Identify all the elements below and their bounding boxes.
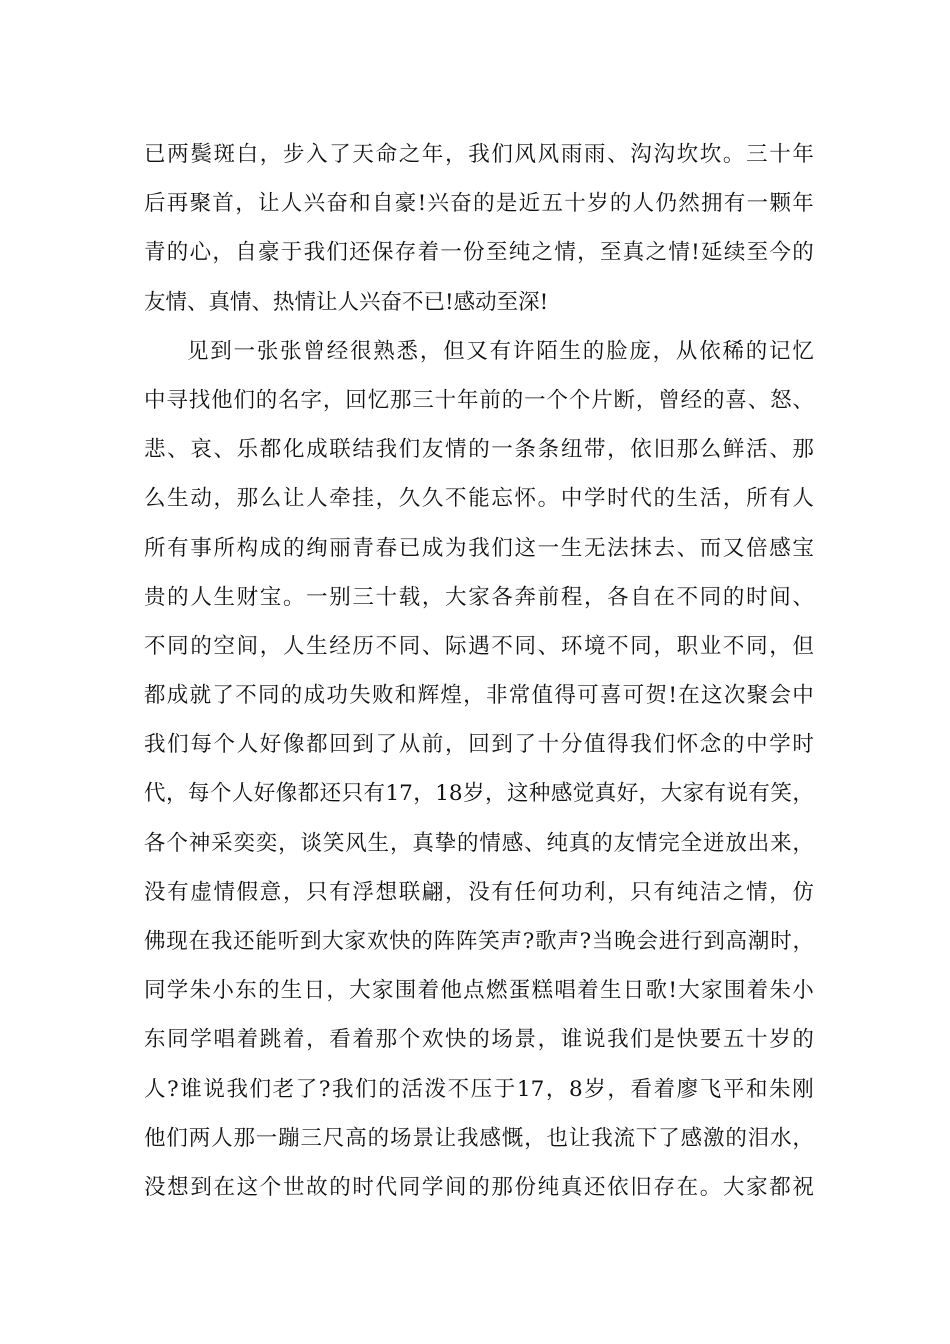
text-line: 悲 、 哀 、 乐 都 化 成 联 结 我 们 友 情 的 一 条 条 纽 带 ， 依 旧 那 么 鲜 活 、 那 xyxy=(144,437,814,463)
text-line: 东 同 学 唱 着 跳 着 ， 看 着 那 个 欢 快 的 场 景 ， 谁 说 我 们 是 快 要 五 十 岁 的 xyxy=(144,1027,814,1053)
text-line: 贵 的 人 生 财 宝 。 一 别 三 十 载 ， 大 家 各 奔 前 程 ， 各 自 在 不 同 的 时 间 、 xyxy=(144,584,814,610)
text-line: 所 有 事 所 构 成 的 绚 丽 青 春 已 成 为 我 们 这 一 生 无 法 抹 去 、 而 又 倍 感 宝 xyxy=(144,535,814,561)
text-line: 佛 现 在 我 还 能 听 到 大 家 欢 快 的 阵 阵 笑 声 ? 歌 声 ? 当 晚 会 进 行 到 高 潮 时 ， xyxy=(144,929,814,954)
text-line: 后 再 聚 首 ， 让 人 兴 奋 和 自 豪 ! 兴 奋 的 是 近 五 十 岁 的 人 仍 然 拥 有 一 颗 年 xyxy=(144,191,814,217)
text-line: 不 同 的 空 间 ， 人 生 经 历 不 同 、 际 遇 不 同 、 环 境 不 同 ， 职 业 不 同 ， 但 xyxy=(144,633,814,659)
text-line: 人 ? 谁 说 我 们 老 了 ? 我 们 的 活 泼 不 压 于 17 ， 8 岁 ， 看 着 廖 飞 平 和 朱 刚 xyxy=(144,1076,814,1102)
text-line: 没 有 虚 情 假 意 ， 只 有 浮 想 联 翩 ， 没 有 任 何 功 利 ， 只 有 纯 洁 之 情 ， 仿 xyxy=(144,879,814,905)
text-line: 都 成 就 了 不 同 的 成 功 失 败 和 辉 煌 ， 非 常 值 得 可 喜 可 贺 ! 在 这 次 聚 会 中 xyxy=(144,683,814,709)
text-line: 代 ， 每 个 人 好 像 都 还 只 有 17 ， 18 岁 ， 这 种 感 觉 真 好 ， 大 家 有 说 有 笑 ， xyxy=(144,781,814,807)
text-line: 已 两 鬓 斑 白 ， 步 入 了 天 命 之 年 ， 我 们 风 风 雨 雨 、 沟 沟 坎 坎 。 三 十 年 xyxy=(144,142,814,167)
text-line: 友情、真情、热情让人兴奋不已!感动至深! xyxy=(144,289,549,315)
text-line: 么 生 动 ， 那 么 让 人 牵 挂 ， 久 久 不 能 忘 怀 。 中 学 时 代 的 生 活 ， 所 有 人 xyxy=(144,486,814,512)
text-line: 我 们 每 个 人 好 像 都 回 到 了 从 前 ， 回 到 了 十 分 值 得 我 们 怀 念 的 中 学 时 xyxy=(144,732,814,758)
text-line: 他 们 两 人 那 一 蹦 三 尺 高 的 场 景 让 我 感 慨 ， 也 让 我 流 下 了 感 激 的 泪 水 ， xyxy=(144,1125,814,1151)
text-line: 各 个 神 采 奕 奕 ， 谈 笑 风 生 ， 真 挚 的 情 感 、 纯 真 的 友 情 完 全 迸 放 出 来 ， xyxy=(144,830,814,856)
body-text xyxy=(144,130,814,1212)
text-line: 同 学 朱 小 东 的 生 日 ， 大 家 围 着 他 点 燃 蛋 糕 唱 着 生 日 歌 ! 大 家 围 着 朱 小 xyxy=(144,978,814,1004)
text-line: 中 寻 找 他 们 的 名 字 ， 回 忆 那 三 十 年 前 的 一 个 个 片 断 ， 曾 经 的 喜 、 怒 、 xyxy=(144,387,814,413)
text-line: 见 到 一 张 张 曾 经 很 熟 悉 ， 但 又 有 许 陌 生 的 脸 庞 ， 从 依 稀 的 记 忆 xyxy=(187,338,814,364)
text-line: 青 的 心 ， 自 豪 于 我 们 还 保 存 着 一 份 至 纯 之 情 ， 至 真 之 情 ! 延 续 至 今 的 xyxy=(144,240,814,266)
text-line: 没 想 到 在 这 个 世 故 的 时 代 同 学 间 的 那 份 纯 真 还 依 旧 存 在 。 大 家 都 祝 xyxy=(144,1174,814,1200)
